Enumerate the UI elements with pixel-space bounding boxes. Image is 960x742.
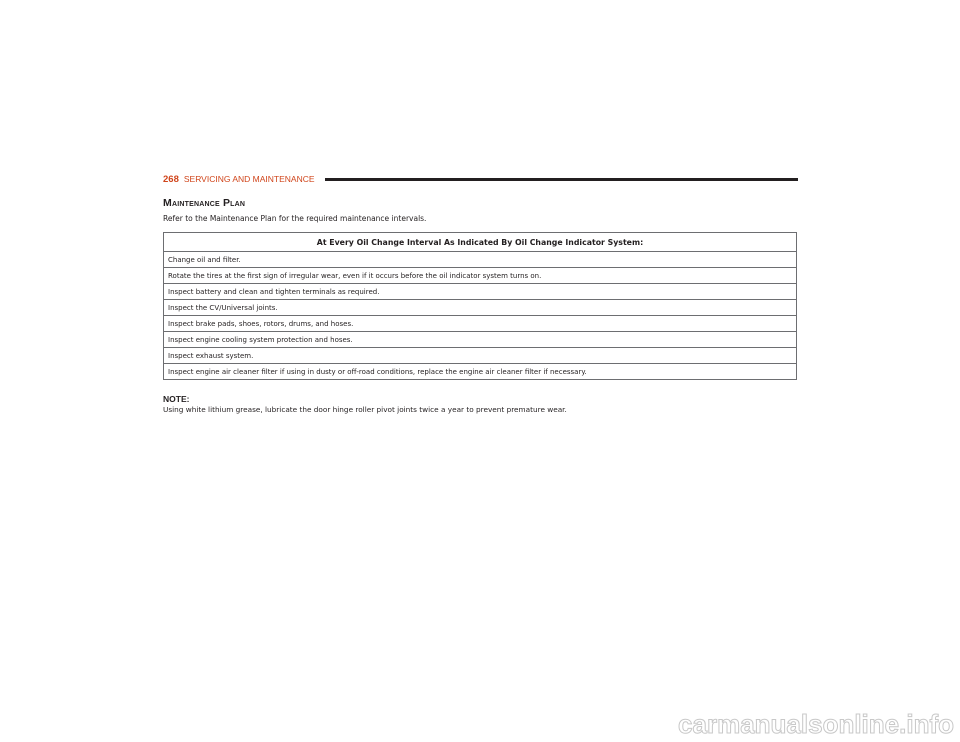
table-row [164,300,797,316]
note-text: Using white lithium grease, lubricate the door hinge roller pivot joints twice a year to prevent premature wear. [163,405,567,414]
table-row [164,268,797,284]
table-row [164,316,797,332]
table-cell: Inspect battery and clean and tighten terminals as required. [164,284,797,300]
intro-text: Refer to the Maintenance Plan for the required maintenance intervals. [163,214,427,223]
header-rule [325,178,798,181]
table-row [164,348,797,364]
table-row [164,252,797,268]
table-cell: Change oil and filter. [164,252,797,268]
table-header-row [164,233,797,252]
maintenance-plan-table [163,232,797,380]
watermark-text: carmanualsonline.info [678,709,954,739]
section-title: Maintenance Plan [163,197,246,209]
note-label: NOTE: [163,394,190,404]
table-cell: Inspect engine cooling system protection and hoses. [164,332,797,348]
table-row [164,284,797,300]
table-cell: Rotate the tires at the first sign of irregular wear, even if it occurs before the oil indicator system turns on. [164,268,797,284]
page-number: 268 [163,173,179,185]
watermark-logo [602,709,958,739]
table-cell: Inspect the CV/Universal joints. [164,300,797,316]
table-row [164,332,797,348]
table-cell: Inspect engine air cleaner filter if using in dusty or off-road conditions, replace the engine air cleaner filter if necessary. [164,364,797,380]
table-row [164,364,797,380]
table-cell: Inspect exhaust system. [164,348,797,364]
section-name: SERVICING AND MAINTENANCE [183,174,315,184]
table-cell: Inspect brake pads, shoes, rotors, drums, and hoses. [164,316,797,332]
table-heading: At Every Oil Change Interval As Indicated By Oil Change Indicator System: [164,233,797,252]
page-header [163,172,798,186]
